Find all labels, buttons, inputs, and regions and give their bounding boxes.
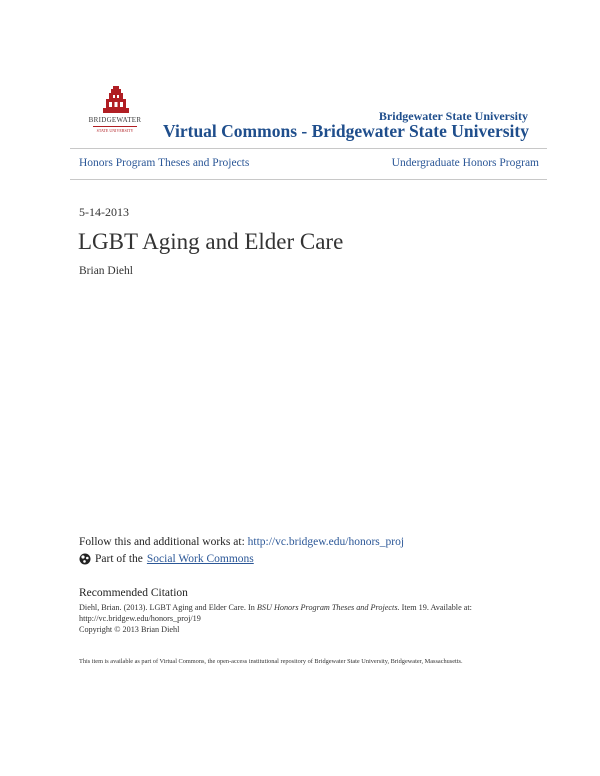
follow-line — [79, 536, 404, 548]
repository-title[interactable]: Virtual Commons - Bridgewater State University — [163, 121, 529, 141]
logo-wordmark: BRIDGEWATER — [88, 116, 142, 124]
publication-date: 5-14-2013 — [79, 205, 129, 219]
citation-part-b: Item 19. Available at: — [401, 603, 472, 612]
citation-heading: Recommended Citation — [79, 587, 188, 599]
nav-honors-theses-link[interactable]: Honors Program Theses and Projects — [79, 157, 250, 169]
logo-subtext: STATE UNIVERSITY — [93, 126, 137, 133]
university-name[interactable]: Bridgewater State University — [378, 109, 528, 123]
divider-nav — [70, 179, 547, 180]
follow-prefix: Follow this and additional works at: — [79, 536, 245, 548]
citation-part-a: Diehl, Brian. (2013). LGBT Aging and Elder Care. In — [79, 603, 255, 612]
citation-url[interactable]: http://vc.bridgew.edu/honors_proj/19 — [79, 614, 201, 623]
part-of-line — [79, 553, 254, 565]
citation-copyright: Copyright © 2013 Brian Diehl — [79, 625, 180, 634]
author-link[interactable]: Brian Diehl — [79, 265, 133, 277]
part-of-prefix: Part of the — [95, 553, 143, 565]
document-title: LGBT Aging and Elder Care — [78, 229, 344, 254]
nav-undergrad-honors-link[interactable]: Undergraduate Honors Program — [391, 157, 539, 169]
follow-url-link[interactable]: http://vc.bridgew.edu/honors_proj — [247, 536, 405, 548]
commons-network-icon — [79, 553, 91, 565]
citation-text — [79, 602, 539, 635]
divider-top — [70, 148, 547, 149]
citation-series: BSU Honors Program Theses and Projects. — [256, 603, 400, 612]
repository-footer-note: This item is available as part of Virtual Commons, the open-access institutional repository of Bridgewater State University, Bridgewater, Massachusetts. — [79, 658, 463, 665]
social-work-commons-link[interactable]: Social Work Commons — [146, 553, 254, 565]
